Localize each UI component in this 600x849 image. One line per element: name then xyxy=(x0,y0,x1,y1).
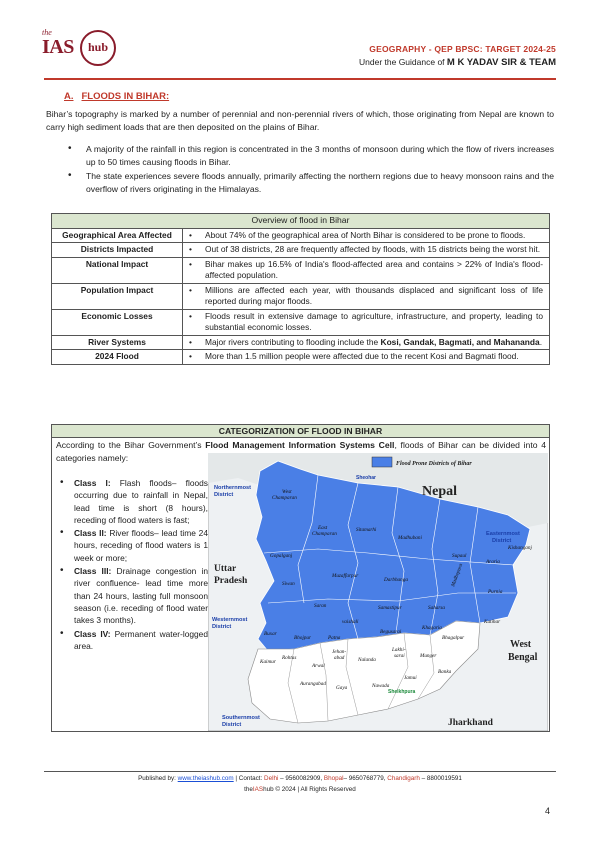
subtitle-prefix: Under the Guidance of xyxy=(359,57,445,67)
label-katihar: Katihar xyxy=(484,619,501,625)
class-name: Class IV: xyxy=(74,628,111,639)
label-bhojpur: Bhojpur xyxy=(294,635,312,641)
label-sitamarhi: Sitamarhi xyxy=(356,527,377,533)
list-item xyxy=(58,527,208,564)
row-label: National Impact xyxy=(52,257,183,283)
label-kishanganj: Kishanganj xyxy=(508,545,532,551)
label-samastipur: Samastipur xyxy=(378,605,402,611)
row-value-text: • About 74% of the geographical area of North Bihar is considered to be prone to floods. xyxy=(187,230,543,242)
row-value xyxy=(183,257,550,283)
row-label: Population Impact xyxy=(52,283,183,309)
label-gopalganj: Gopalganj xyxy=(270,553,293,559)
row-value-text xyxy=(187,337,543,349)
label-darbhanga: Darbhanga xyxy=(384,577,408,583)
row-value-text: • Millions are affected each year, with thousands displaced and significant loss of life reported during major floods. xyxy=(187,285,543,308)
table-row xyxy=(52,283,550,309)
copy-suffix: hub © 2024 | All Rights Reserved xyxy=(263,786,356,793)
class-text: Drainage congestion in river confluence- lead time more than 24 hours, lasting full monsoon season (i.e. receding of flood water takes 3 months). xyxy=(74,566,208,626)
categorization-box xyxy=(51,424,550,732)
label-southernmost: Southernmost District xyxy=(222,715,260,728)
class-name: Class III: xyxy=(74,566,112,577)
footer-copyright xyxy=(0,786,600,793)
label-jharkhand: Jharkhand xyxy=(448,718,493,728)
ias-hub-logo xyxy=(36,26,122,82)
bullet-item: • A majority of the rainfall in this region is concentrated in the 3 months of monsoon during which the flow of rivers increases up to 50 times causing floods in Bihar. xyxy=(64,143,554,168)
row-value xyxy=(183,309,550,335)
label-muzaffarpur: Muzaffarpur xyxy=(332,573,359,579)
logo-the-text: the xyxy=(42,28,52,37)
class-text: Permanent water-logged area. xyxy=(74,628,208,651)
label-rohtas: Rohtas xyxy=(282,655,297,661)
row-label: River Systems xyxy=(52,335,183,350)
table-row xyxy=(52,350,550,365)
city-delhi: Delhi xyxy=(264,775,279,782)
legend-swatch xyxy=(372,457,392,467)
label-nawada: Nawada xyxy=(372,683,390,689)
logo-hub-text: hub xyxy=(88,40,109,54)
overview-table-title: Overview of flood in Bihar xyxy=(52,214,550,229)
section-bullets xyxy=(64,143,554,197)
label-bhagalpur: Bhagalpur xyxy=(442,635,465,641)
phone-delhi: – 9560082909, xyxy=(278,775,324,782)
label-nepal: Nepal xyxy=(422,484,457,499)
row-value-text: • Bihar makes up 16.5% of India's flood-affected area and contains > 22% of India's flood-affected population. xyxy=(187,259,543,282)
label-easternmost: Easternmost District xyxy=(486,531,520,544)
label-westernmost: Westernmost District xyxy=(212,617,248,630)
label-patna: Patna xyxy=(328,635,341,641)
class-text: River floods– lead time 24 hours, receding of flood waters is 1 week or more; xyxy=(74,528,208,563)
bihar-flood-map xyxy=(208,453,548,731)
table-row xyxy=(52,228,550,243)
label-khagaria: Khagaria xyxy=(422,625,442,631)
label-buxar: Buxar xyxy=(264,631,277,637)
cat-intro-prefix: According to the Bihar Government’s xyxy=(56,440,206,450)
label-lakhisarai: Lakhi-sarai xyxy=(392,647,406,659)
label-madhubani: Madhubani xyxy=(398,535,422,541)
table-row xyxy=(52,257,550,283)
row-value-text: • Out of 38 districts, 28 are frequently affected by floods, with 15 districts being the worst hit. xyxy=(187,244,543,256)
label-uttar-pradesh: Uttar Pradesh xyxy=(214,564,248,586)
row-label: Economic Losses xyxy=(52,309,183,335)
label-saran: Saran xyxy=(314,603,327,609)
list-item xyxy=(58,477,208,526)
list-item xyxy=(58,565,208,626)
table-row xyxy=(52,335,550,350)
footer-divider xyxy=(44,771,556,772)
page-number: 4 xyxy=(544,806,550,816)
label-siwan: Siwan xyxy=(282,581,295,587)
copy-the: the xyxy=(244,786,253,793)
logo-ias-text: IAS xyxy=(42,36,74,58)
label-purnia: Purnia xyxy=(488,589,503,595)
label-aurangabad: Aurangabad xyxy=(300,681,326,687)
label-northernmost: Northernmost District xyxy=(214,485,251,498)
section-heading xyxy=(64,91,169,102)
label-saharsa: Saharsa xyxy=(428,605,446,611)
label-jehanabad: Jehan-abad xyxy=(332,649,347,661)
legend-label: Flood Prone Districts of Bihar xyxy=(396,461,472,467)
row-value-text: • More than 1.5 million people were affected due to the recent Kosi and Bagmati flood. xyxy=(187,351,543,363)
label-begusarai: Begusarai xyxy=(380,629,402,635)
overview-table xyxy=(51,213,550,365)
published-by-label: Published by: xyxy=(138,775,178,782)
phone-bhopal: – 9650768779, xyxy=(343,775,388,782)
cat-intro-suffix: , floods of Bihar can be divided into 4 categories namely: xyxy=(56,440,546,463)
label-kaimur: Kaimur xyxy=(260,659,276,665)
copy-ias: IAS xyxy=(252,786,264,793)
label-gaya: Gaya xyxy=(336,685,348,691)
label-supaul: Supaul xyxy=(452,553,467,559)
list-item xyxy=(58,628,208,653)
subtitle-name: M K YADAV SIR & TEAM xyxy=(446,57,556,68)
website-link[interactable]: www.theiashub.com xyxy=(177,775,234,782)
footer-contact xyxy=(0,775,600,782)
label-arwal: Arwal xyxy=(312,663,325,669)
label-madhepura: Madhepura xyxy=(450,562,465,588)
row-label: 2024 Flood xyxy=(52,350,183,365)
class-text: Flash floods– floods occurring due to rainfall in Nepal, lead time is short (8 hours), receding of flood waters is fast; xyxy=(74,478,208,525)
rivers-names: Kosi, Gandak, Bagmati, and Mahananda xyxy=(380,336,540,347)
label-araria: Araria xyxy=(486,559,500,565)
label-sheikhpura: Sheikhpura xyxy=(388,689,416,695)
row-value xyxy=(183,243,550,258)
row-value xyxy=(183,335,550,350)
class-name: Class II: xyxy=(74,528,107,539)
label-jamui: Jamui xyxy=(404,675,417,681)
label-sheohar: Sheohar xyxy=(356,475,377,481)
section-title: FLOODS IN BIHAR: xyxy=(81,91,170,102)
row-label: Geographical Area Affected xyxy=(52,228,183,243)
rivers-suffix: . xyxy=(539,336,543,347)
label-nalanda: Nalanda xyxy=(358,657,376,663)
phone-chandigarh: – 8800019591 xyxy=(419,775,462,782)
header-subtitle xyxy=(359,57,556,68)
category-list xyxy=(58,477,208,653)
cat-intro-bold: Flood Management Information Systems Cell xyxy=(205,440,395,450)
categorization-title: CATEGORIZATION OF FLOOD IN BIHAR xyxy=(52,425,549,438)
row-value xyxy=(183,283,550,309)
contact-label: | Contact: xyxy=(233,775,265,782)
row-value xyxy=(183,350,550,365)
row-label: Districts Impacted xyxy=(52,243,183,258)
rivers-prefix: Major rivers contributing to flooding include the xyxy=(205,336,381,347)
label-west-champaran: West Champaran xyxy=(272,489,297,501)
header-divider xyxy=(44,78,556,80)
header-title: GEOGRAPHY - QEP BPSC: TARGET 2024-25 xyxy=(369,44,556,54)
row-value-text: • Floods result in extensive damage to agriculture, infrastructure, and property, leading to substantial economic losses. xyxy=(187,311,543,334)
label-east-champaran: East Champaran xyxy=(312,525,337,537)
table-row xyxy=(52,309,550,335)
label-vaishali: vaishali xyxy=(342,619,359,625)
section-intro: Bihar’s topography is marked by a number of perennial and non-perennial rivers of which, those originating from Nepal are known to carry high sediment loads that are then deposited on the plains of Bihar. xyxy=(46,109,554,132)
bullet-item: • The state experiences severe floods annually, primarily affecting the northern regions due to heavy monsoon rains and the overflow of rivers originating in the Himalayas. xyxy=(64,170,554,195)
city-bhopal: Bhopal xyxy=(323,775,344,782)
table-row xyxy=(52,243,550,258)
label-munger: Munger xyxy=(420,653,437,659)
row-value xyxy=(183,228,550,243)
label-west-bengal: West Bengal xyxy=(508,639,538,663)
class-name: Class I: xyxy=(74,478,111,488)
label-banka: Banka xyxy=(438,669,452,675)
city-chandigarh: Chandigarh xyxy=(387,775,420,782)
section-number: A. xyxy=(64,91,74,102)
header-info xyxy=(359,44,556,68)
